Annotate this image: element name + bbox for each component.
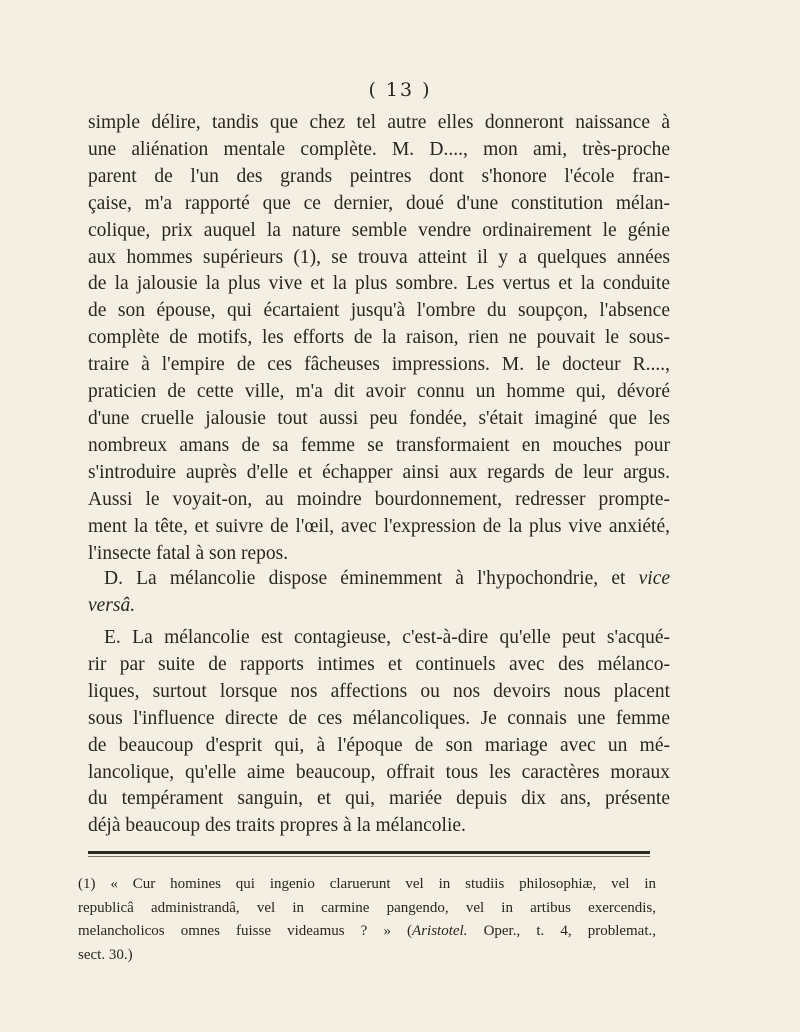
- text-line: déjà beaucoup des traits propres à la mélancolie.: [88, 815, 466, 837]
- text-run: melancholicos omnes fuisse videamus ? » (: [78, 923, 413, 939]
- text-line: simple délire, tandis que chez tel autre elles donneront naissance à: [88, 112, 670, 133]
- text-line: parent de l'un des grands peintres dont s'honore l'école fran-: [88, 165, 670, 187]
- text-line: aux hommes supérieurs (1), se trouva atteint il y a quelques années: [88, 246, 670, 268]
- text-run: D. La mélancolie dispose éminemment à l'hypochondrie, et: [104, 568, 626, 589]
- text-line: Aussi le voyait-on, au moindre bourdonnement, redresser prompte-: [88, 488, 670, 510]
- text-line: [88, 593, 670, 620]
- text-line: liques, surtout lorsque nos affections ou nos devoirs nous placent: [88, 680, 670, 702]
- text-line: complète de motifs, les efforts de la raison, rien ne pouvait le sous-: [88, 327, 670, 349]
- footnote-line: [78, 920, 656, 944]
- text-line: de son épouse, qui écartaient jusqu'à l'ombre du soupçon, l'absence: [88, 300, 670, 322]
- footnote-line: sect. 30.): [78, 946, 133, 963]
- footnote: [78, 873, 656, 967]
- text-line: du tempérament sanguin, et qui, mariée depuis dix ans, présente: [88, 788, 670, 810]
- paragraph-e-contagious: [88, 625, 670, 840]
- footnote-divider-thin: [88, 856, 650, 857]
- paragraph-d-hypochondria: [88, 566, 670, 620]
- text-line: s'introduire auprès d'elle et échapper ainsi aux regards de leur argus.: [88, 461, 670, 483]
- text-line: de la jalousie la plus vive et la plus sombre. Les vertus et la conduite: [88, 273, 670, 295]
- footnote-line: republicâ administrandâ, vel in carmine pangendo, vel in artibus exercendis,: [78, 899, 656, 916]
- text-line: ment la tête, et suivre de l'œil, avec l'expression de la plus vive anxiété,: [88, 515, 670, 537]
- italic-text: versâ.: [88, 594, 136, 616]
- text-run: Oper., t. 4, problemat.,: [467, 923, 657, 939]
- text-line: traire à l'empire de ces fâcheuses impressions. M. le docteur R....,: [88, 354, 670, 376]
- text-line: sous l'influence directe de ces mélancoliques. Je connais une femme: [88, 707, 670, 729]
- footnote-divider: [88, 851, 650, 854]
- paragraph-melancholy-jealousy: [88, 110, 670, 567]
- text-line: d'une cruelle jalousie tout aussi peu fondée, s'était imaginé que les: [88, 407, 670, 429]
- italic-text: Aristotel.: [412, 923, 468, 939]
- text-line: rir par suite de rapports intimes et continuels avec des mélanco-: [88, 653, 670, 675]
- text-line: nombreux amans de sa femme se transformaient en mouches pour: [88, 434, 670, 456]
- text-line: l'insecte fatal à son repos.: [88, 542, 289, 564]
- text-line: [88, 566, 670, 593]
- text-line: E. La mélancolie est contagieuse, c'est-à-dire qu'elle peut s'acqué-: [104, 627, 670, 648]
- text-line: colique, prix auquel la nature semble vendre ordinairement le génie: [88, 219, 670, 241]
- page-number: ( 13 ): [368, 79, 432, 101]
- text-line: lancolique, qu'elle aime beaucoup, offrait tous les caractères moraux: [88, 761, 670, 783]
- footnote-line: (1) « Cur homines qui ingenio claruerunt vel in studiis philosophiæ, vel in: [78, 876, 656, 892]
- text-line: praticien de cette ville, m'a dit avoir connu un homme qui, dévoré: [88, 381, 670, 403]
- text-line: une aliénation mentale complète. M. D...., mon ami, très-proche: [88, 138, 670, 160]
- text-line: de beaucoup d'esprit qui, à l'époque de son mariage avec un mé-: [88, 734, 670, 756]
- text-line: çaise, m'a rapporté que ce dernier, doué d'une constitution mélan-: [88, 192, 670, 214]
- italic-text: vice: [638, 568, 671, 589]
